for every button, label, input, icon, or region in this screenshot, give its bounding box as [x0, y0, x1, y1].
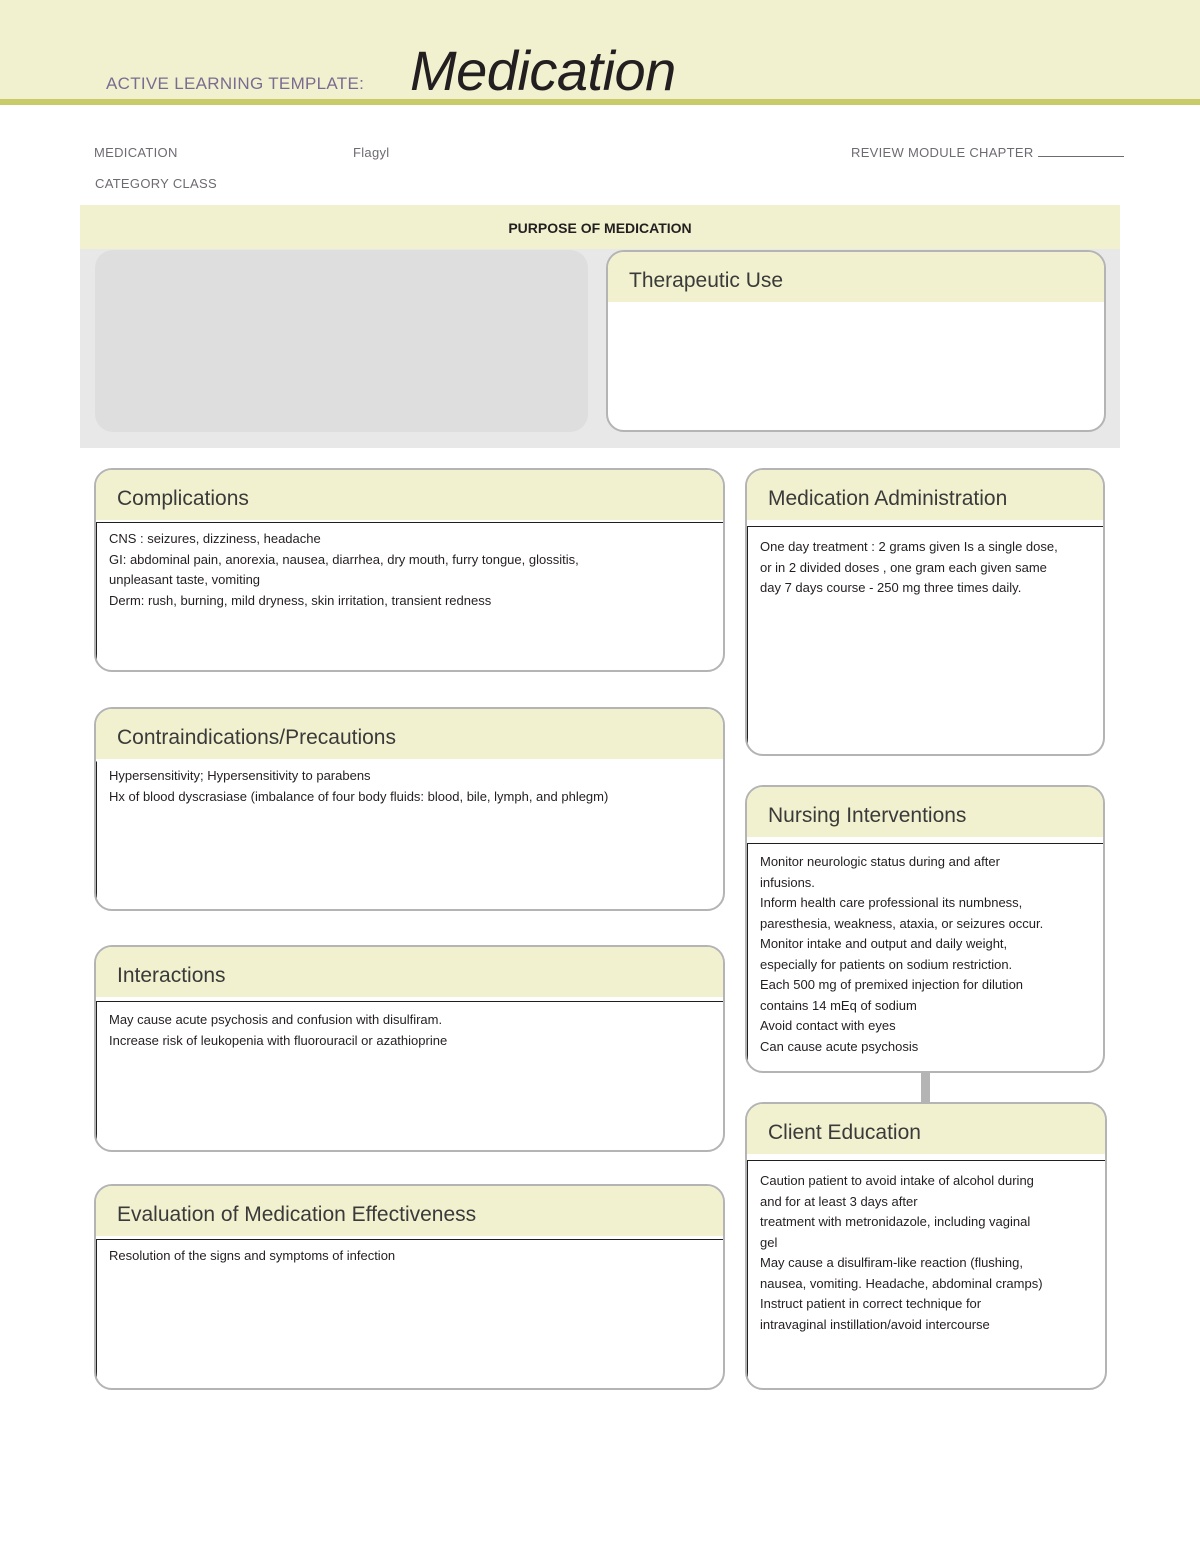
therapeutic-use-card [606, 250, 1106, 432]
purpose-heading: PURPOSE OF MEDICATION [80, 205, 1120, 249]
template-label: ACTIVE LEARNING TEMPLATE: [106, 74, 365, 93]
administration-line: or in 2 divided doses , one gram each given same [760, 559, 1047, 575]
contraindications-title: Contraindications/Precautions [96, 709, 723, 759]
nursing-line: infusions. [760, 874, 815, 890]
education-line: Caution patient to avoid intake of alcohol during [760, 1173, 1034, 1188]
client-education-card [745, 1102, 1107, 1390]
medication-value[interactable]: Flagyl [353, 145, 390, 160]
interactions-line: May cause acute psychosis and confusion with disulfiram. [109, 1012, 443, 1027]
chapter-field[interactable] [1038, 145, 1124, 157]
nursing-interventions-body[interactable] [747, 843, 1103, 1071]
education-line: Instruct patient in correct technique for [760, 1296, 982, 1311]
education-line: intravaginal instillation/avoid intercourse [760, 1316, 990, 1332]
nursing-line: Monitor intake and output and daily weight, [760, 936, 1008, 951]
administration-line: day 7 days course - 250 mg three times daily. [760, 580, 1022, 595]
therapeutic-use-title: Therapeutic Use [608, 252, 1104, 302]
page-title: Medication [410, 39, 676, 102]
review-module-chapter [851, 145, 1124, 160]
administration-line: One day treatment : 2 grams given Is a single dose, [760, 539, 1058, 554]
education-line: nausea, vomiting. Headache, abdominal cramps) [760, 1275, 1043, 1291]
complications-line: unpleasant taste, vomiting [109, 572, 261, 587]
education-line: and for at least 3 days after [760, 1193, 918, 1209]
interactions-line: Increase risk of leukopenia with fluorouracil or azathioprine [109, 1032, 448, 1048]
contraindications-line: Hx of blood dyscrasiase (imbalance of four body fluids: blood, bile, lymph, and phlegm) [109, 788, 609, 804]
client-education-title: Client Education [747, 1104, 1105, 1154]
connector-bar [921, 1072, 930, 1104]
medication-administration-card [745, 468, 1105, 756]
purpose-field[interactable] [95, 250, 588, 432]
complications-line: Derm: rush, burning, mild dryness, skin irritation, transient redness [109, 592, 492, 608]
nursing-line: Each 500 mg of premixed injection for dilution [760, 977, 1024, 992]
nursing-line: Monitor neurologic status during and after [760, 854, 1000, 869]
medication-label: MEDICATION [94, 145, 178, 160]
complications-card [94, 468, 725, 672]
nursing-line: Avoid contact with eyes [760, 1018, 896, 1033]
nursing-line: Can cause acute psychosis [760, 1038, 919, 1054]
category-class-label: CATEGORY CLASS [95, 176, 217, 191]
complications-title: Complications [96, 470, 723, 520]
client-education-body[interactable] [747, 1160, 1105, 1388]
complications-line: GI: abdominal pain, anorexia, nausea, diarrhea, dry mouth, furry tongue, glossitis, [109, 551, 579, 567]
evaluation-line: Resolution of the signs and symptoms of infection [109, 1248, 396, 1263]
education-line: treatment with metronidazole, including vaginal [760, 1214, 1031, 1229]
therapeutic-use-field[interactable] [608, 302, 1104, 432]
education-line: gel [760, 1234, 778, 1250]
evaluation-body[interactable] [96, 1239, 723, 1388]
medication-administration-body[interactable] [747, 526, 1103, 754]
contraindications-line: Hypersensitivity; Hypersensitivity to parabens [109, 768, 371, 783]
interactions-card [94, 945, 725, 1152]
interactions-body[interactable] [96, 1001, 723, 1150]
nursing-interventions-card [745, 785, 1105, 1073]
nursing-line: especially for patients on sodium restriction. [760, 956, 1013, 972]
education-line: May cause a disulfiram-like reaction (flushing, [760, 1255, 1023, 1270]
complications-line: CNS : seizures, dizziness, headache [109, 531, 321, 546]
nursing-line: paresthesia, weakness, ataxia, or seizures occur. [760, 915, 1044, 931]
contraindications-body[interactable] [96, 761, 723, 909]
evaluation-title: Evaluation of Medication Effectiveness [96, 1186, 723, 1236]
nursing-interventions-title: Nursing Interventions [747, 787, 1103, 837]
medication-administration-title: Medication Administration [747, 470, 1103, 520]
nursing-line: contains 14 mEq of sodium [760, 997, 917, 1013]
complications-body[interactable] [96, 522, 723, 670]
interactions-title: Interactions [96, 947, 723, 997]
chapter-label: REVIEW MODULE CHAPTER [851, 145, 1034, 160]
evaluation-card [94, 1184, 725, 1390]
contraindications-card [94, 707, 725, 911]
nursing-line: Inform health care professional its numbness, [760, 895, 1023, 910]
